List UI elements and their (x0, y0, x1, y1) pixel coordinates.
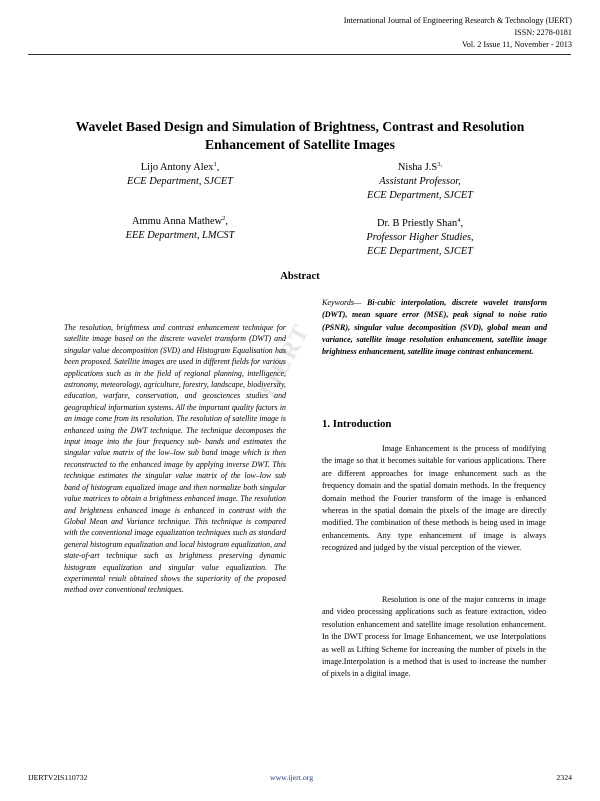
title-line-1: Wavelet Based Design and Simulation of Brightness, Contrast and Resolution (75, 119, 525, 134)
author-1-dept: ECE Department, SJCET (127, 176, 233, 187)
author-1 (100, 161, 260, 189)
author-2 (100, 215, 260, 243)
intro-paragraph-2: Resolution is one of the major concerns in image and video processing applications such as feature extraction, video resolution enhancement and satellite image resolution enhancement. In the DWT process for Image Enhancement, we use Interpolations as well as Lifting Scheme for increasing the number of pixels in the image.Interpolation is a method that is used to increase the number of pixels in a digital image. (322, 595, 546, 679)
paper-title (40, 118, 560, 154)
author-4 (340, 217, 500, 259)
abstract-heading: Abstract (280, 271, 320, 282)
author-4-name: Dr. B Priestly Shan (376, 218, 458, 229)
author-3-name: Nisha J.S (397, 162, 438, 173)
abstract-text: The resolution, brightness and contrast enhancement technique for satellite image based on the discrete wavelet transform (DWT) and singular value decomposition (SVD) and Histogram Equalisation has been proposed. Satellite images are used in different fields for various applications such as in the field of regional planning, intelligence, astronomy, meteorology, agriculture, forestry, landscape, biodiversity, education, warfare, conservation, and geosciences studies and geographical information systems. All the important quality factors in an image come from its resolution. The resolution of satellite image is enhanced using the DWT technique. The technique decomposes the input image into the four frequency sub- bands and estimates the singular value matrix of the low–low sub band image which is then reconstructed to the enhanced image by applying inverse DWT. This technique estimates the singular value matrix of the low–low sub band of histogram equalized image and then normalize both singular value matrices to obtain a brightness enhanced image. The resolution and brightness enhanced image is enhanced in contrast with the Global Mean and Variance technique. This technique is compared with the conventional image equalization techniques such as standard general histogram equalization and local histogram equalization, and state-of-art technique such as brightness preserving dynamic histogram equalization and singular value equalization. The experimental result obtained shows the superiority of the proposed method over conventional techniques. (64, 323, 286, 595)
author-4-title: Professor Higher Studies, (366, 232, 474, 243)
section-heading-introduction: 1. Introduction (322, 418, 392, 430)
author-4-suffix: , (460, 218, 464, 229)
author-3-dept: ECE Department, SJCET (367, 190, 473, 201)
title-line-2: Enhancement of Satellite Images (205, 137, 395, 152)
volume-issue: Vol. 2 Issue 11, November - 2013 (461, 40, 572, 49)
footer-page-number: 2324 (556, 773, 572, 782)
author-2-name: Ammu Anna Mathew (132, 216, 223, 227)
footer-website-link[interactable]: www.ijert.org (270, 773, 314, 782)
author-2-suffix: , (225, 216, 228, 227)
author-1-sup: 1 (213, 161, 217, 168)
author-2-sup: 2 (222, 215, 226, 222)
ijert-watermark: IJERT (255, 319, 316, 403)
header-rule (28, 54, 571, 55)
keywords-label: Keywords— (322, 298, 362, 307)
keywords (322, 297, 547, 358)
journal-name: International Journal of Engineering Research & Technology (IJERT) (343, 16, 572, 25)
author-2-dept: EEE Department, LMCST (125, 230, 235, 241)
author-3 (340, 161, 500, 203)
keywords-text: Bi-cubic interpolation, discrete wavelet transform (DWT), mean square error (MSE), peak signal to noise ratio (PSNR), singular value decomposition (SVD), global mean and variance, satellite image resolution enhancement, satellite image brightness enhancement, satellite image contrast enhancement. (322, 298, 547, 357)
author-3-title: Assistant Professor, (379, 176, 461, 187)
footer-paper-id: IJERTV2IS110732 (28, 773, 88, 782)
author-4-dept: ECE Department, SJCET (367, 246, 473, 257)
issn: ISSN: 2278-0181 (514, 28, 572, 37)
author-4-sup: 4 (457, 217, 461, 224)
author-1-suffix: , (216, 162, 220, 173)
author-3-sup: 3, (437, 161, 443, 168)
intro-paragraph-1: Image Enhancement is the process of modifying the image so that it becomes suitable for various applications. There are different approaches for image enhancement such as the frequency domain and the spatial domain methods. In the frequency domain method the Fourier transform of the image is enhanced whereas in the spatial domain the pixels of the image are directly modified. The combination of these methods is being used in image enhancements. Any type enhancement of image is always recognized and judged by the visual perception of the viewer. (322, 444, 546, 553)
author-1-name: Lijo Antony Alex (140, 162, 214, 173)
